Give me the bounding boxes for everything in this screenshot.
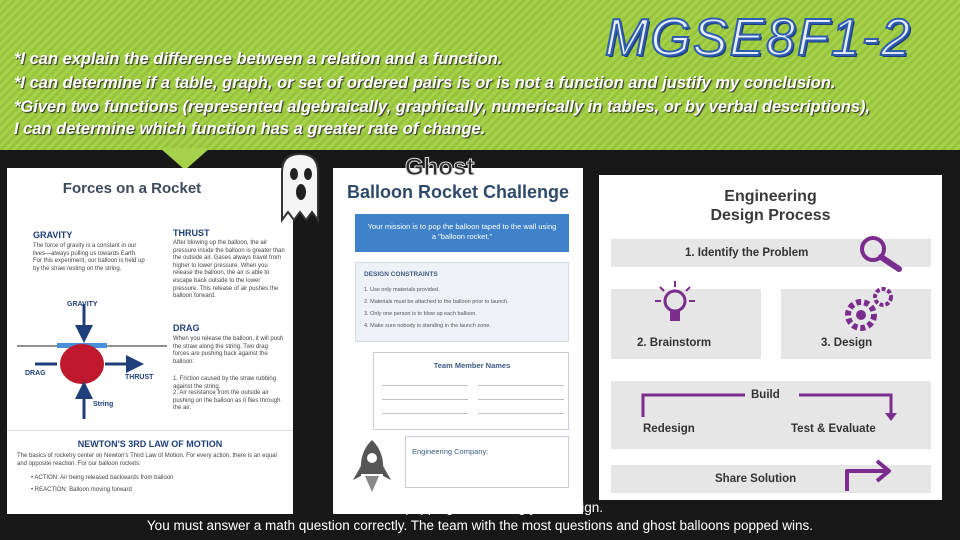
step-test: Test & Evaluate: [791, 423, 876, 435]
gears-icon: [837, 285, 897, 337]
challenge-panel: [333, 168, 583, 514]
goal-line-2: *I can determine if a table, graph, or set of ordered pairs is or is not a function and justify my conclusion.: [14, 74, 836, 92]
name-line: [382, 413, 468, 414]
diagram-label-thrust: THRUST: [125, 374, 154, 381]
engineering-company-box: [405, 436, 569, 488]
forces-panel: [7, 168, 293, 514]
engineering-title-line1: Engineering: [724, 188, 817, 205]
rocket-icon: [347, 436, 397, 496]
step-design: 3. Design: [821, 337, 873, 349]
constraints-title: DESIGN CONSTRAINTS: [364, 271, 438, 278]
diagram-label-string: String: [93, 401, 114, 408]
law-action: • ACTION: Air being released backwards from balloon: [31, 475, 174, 481]
magnifier-icon: [857, 233, 907, 273]
drag-item-1: 1. Friction caused by the straw rubbing against the string.: [173, 376, 277, 390]
balloon-shape: [60, 344, 104, 384]
step-build: Build: [751, 389, 780, 401]
thrust-heading: THRUST: [173, 228, 210, 238]
callout-pointer: [160, 148, 210, 170]
share-icon: [841, 455, 901, 495]
footer-line-2: You must answer a math question correctly. The team with the most questions and ghost balloons popped wins.: [146, 518, 814, 533]
team-title: Team Member Names: [433, 361, 511, 370]
law-title: NEWTON'S 3RD LAW OF MOTION: [77, 439, 223, 449]
constraint-item: 1. Use only materials provided.: [364, 287, 440, 293]
design-constraints: [355, 262, 569, 342]
standard-code: MGSE8F1-2: [605, 9, 912, 67]
name-line: [382, 385, 468, 386]
step-brainstorm: 2. Brainstorm: [637, 337, 712, 349]
lightbulb-icon: [651, 279, 699, 333]
ghost-word: Ghost: [405, 154, 475, 181]
goal-line-4: I can determine which function has a greater rate of change.: [14, 120, 486, 138]
left-margin-lines: [345, 352, 375, 432]
team-member-names-box: [373, 352, 569, 430]
law-text: The basics of rocketry center on Newton's Third Law of Motion. For every action, there is an equal and opposite reaction. For our balloon rockets:: [17, 453, 277, 467]
constraint-item: 3. Only one person is to blow up each balloon.: [364, 311, 477, 317]
name-line: [478, 399, 564, 400]
drag-heading: DRAG: [173, 323, 200, 333]
name-line: [478, 385, 564, 386]
ghost-icon: [268, 150, 328, 226]
diagram-label-drag: DRAG: [25, 370, 46, 377]
goal-line-3: *Given two functions (represented algebraically, graphically, numerically in tables, or by verbal descriptions),: [14, 98, 871, 116]
challenge-title: Balloon Rocket Challenge: [346, 182, 570, 202]
law-reaction: • REACTION: Balloon moving forward: [31, 487, 132, 493]
step-share: Share Solution: [715, 473, 797, 485]
mission-box: Your mission is to pop the balloon taped to the wall using a "balloon rocket.": [355, 214, 569, 252]
constraint-item: 2. Materials must be attached to the balloon prior to launch.: [364, 299, 509, 305]
diagram-label-gravity: GRAVITY: [67, 301, 98, 308]
constraint-item: 4. Make sure nobody is standing in the launch zone.: [364, 323, 491, 329]
footer-line-1: Before "popping" or creating your design.: [357, 500, 603, 515]
drag-item-2: 2. Air resistance from the outside air pushing on the balloon as it flies through the air.: [173, 390, 281, 412]
drag-text: When you release the balloon, it will push the straw along the string. Two drag forces are pushing back against the balloon:: [173, 336, 284, 365]
company-label: Engineering Company:: [412, 447, 489, 456]
forces-title: Forces on a Rocket: [62, 180, 202, 197]
rocket-force-diagram: [17, 294, 167, 430]
name-line: [382, 399, 468, 400]
name-line: [478, 413, 564, 414]
engineering-title-line2: Design Process: [710, 207, 831, 224]
header-banner: [0, 0, 960, 150]
step-identify: 1. Identify the Problem: [685, 247, 809, 259]
engineering-panel: [599, 175, 942, 500]
gravity-text: The force of gravity is a constant in our lives—always pulling us towards Earth. For this experiment, our balloon is held up by the straw resting on the string.: [33, 243, 145, 272]
step-redesign: Redesign: [643, 423, 695, 435]
footer-text: [0, 499, 960, 535]
gravity-heading: GRAVITY: [33, 230, 73, 240]
thrust-text: After blowing up the balloon, the air pressure inside the balloon is greater than the outside air. Gases always travel from higher to lower pressure. When you release the balloon, the air is able to escape back outside to the lower pressure. This release of air pushes the balloon forward.: [173, 240, 285, 300]
engineering-title: [599, 187, 942, 225]
goal-line-1: *I can explain the difference between a relation and a function.: [14, 50, 503, 68]
